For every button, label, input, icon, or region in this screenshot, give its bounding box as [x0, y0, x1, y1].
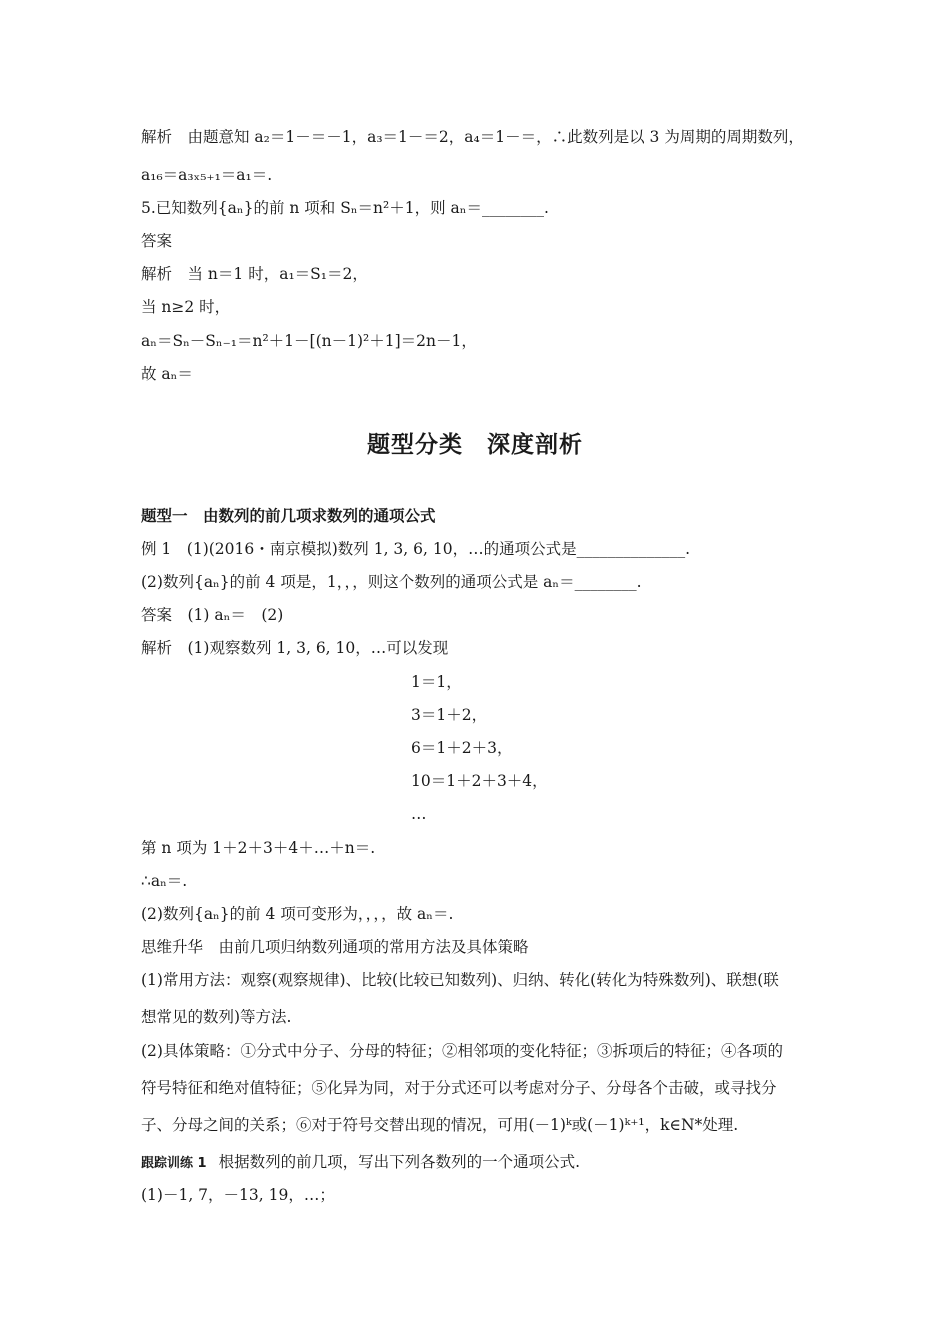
- text-line: 5.已知数列{aₙ}的前 n 项和 Sₙ＝n²＋1，则 aₙ＝________.: [141, 199, 549, 217]
- equation-line: …: [411, 805, 427, 823]
- practice-line: [141, 1151, 580, 1175]
- equation-line: 3＝1＋2，: [411, 706, 488, 724]
- practice-tag: 跟踪训练 1: [141, 1156, 207, 1171]
- text-line: 解析 当 n＝1 时，a₁＝S₁＝2，: [141, 265, 368, 283]
- equation-line: 1＝1，: [411, 673, 462, 691]
- text-line: 符号特征和绝对值特征；⑤化异为同，对于分式还可以考虑对分子、分母各个击破，或寻找分: [141, 1079, 777, 1097]
- text-line: 思维升华 由前几项归纳数列通项的常用方法及具体策略: [141, 938, 529, 956]
- text-line: ∴aₙ＝.: [141, 872, 188, 890]
- text-line: 故 aₙ＝: [141, 365, 193, 383]
- text-line: aₙ＝Sₙ－Sₙ₋₁＝n²＋1－[(n－1)²＋1]＝2n－1，: [141, 332, 477, 350]
- text-line: 想常见的数列)等方法.: [141, 1008, 292, 1026]
- text-line: 第 n 项为 1＋2＋3＋4＋…＋n＝.: [141, 839, 376, 857]
- text-line: (2)数列{aₙ}的前 4 项可变形为，，，，故 aₙ＝.: [141, 905, 454, 923]
- section-title: 题型分类 深度剖析: [367, 432, 583, 458]
- practice-text: 根据数列的前几项，写出下列各数列的一个通项公式.: [218, 1153, 581, 1171]
- type-heading: 题型一 由数列的前几项求数列的通项公式: [141, 507, 436, 525]
- practice-item: (1)－1, 7，－13, 19，…；: [141, 1186, 335, 1204]
- text-line: 解析 由题意知 a₂＝1－＝－1，a₃＝1－＝2，a₄＝1－＝，∴此数列是以 3 为周期的周期数列，: [141, 128, 804, 146]
- text-line: 子、分母之间的关系；⑥对于符号交替出现的情况，可用(－1)ᵏ或(－1)ᵏ⁺¹，k∈N*处理.: [141, 1116, 739, 1134]
- equation-line: 6＝1＋2＋3，: [411, 739, 513, 757]
- equation-line: 10＝1＋2＋3＋4，: [411, 772, 548, 790]
- text-line: (2)数列{aₙ}的前 4 项是，1，，，则这个数列的通项公式是 aₙ＝________.: [141, 573, 642, 591]
- text-line: 答案: [141, 232, 173, 250]
- text-line: (2)具体策略：①分式中分子、分母的特征；②相邻项的变化特征；③拆项后的特征；④各项的: [141, 1042, 783, 1060]
- text-line: (1)常用方法：观察(观察规律)、比较(比较已知数列)、归纳、转化(转化为特殊数列)、联想(联: [141, 971, 779, 989]
- text-line: 答案 (1) aₙ＝ (2): [141, 606, 284, 624]
- text-line: 解析 (1)观察数列 1, 3, 6, 10，…可以发现: [141, 639, 449, 657]
- text-line: 例 1 (1)(2016・南京模拟)数列 1, 3, 6, 10，…的通项公式是______________.: [141, 540, 691, 558]
- text-line: 当 n≥2 时，: [141, 298, 231, 316]
- text-line: a₁₆＝a₃ₓ₅₊₁＝a₁＝.: [141, 166, 273, 184]
